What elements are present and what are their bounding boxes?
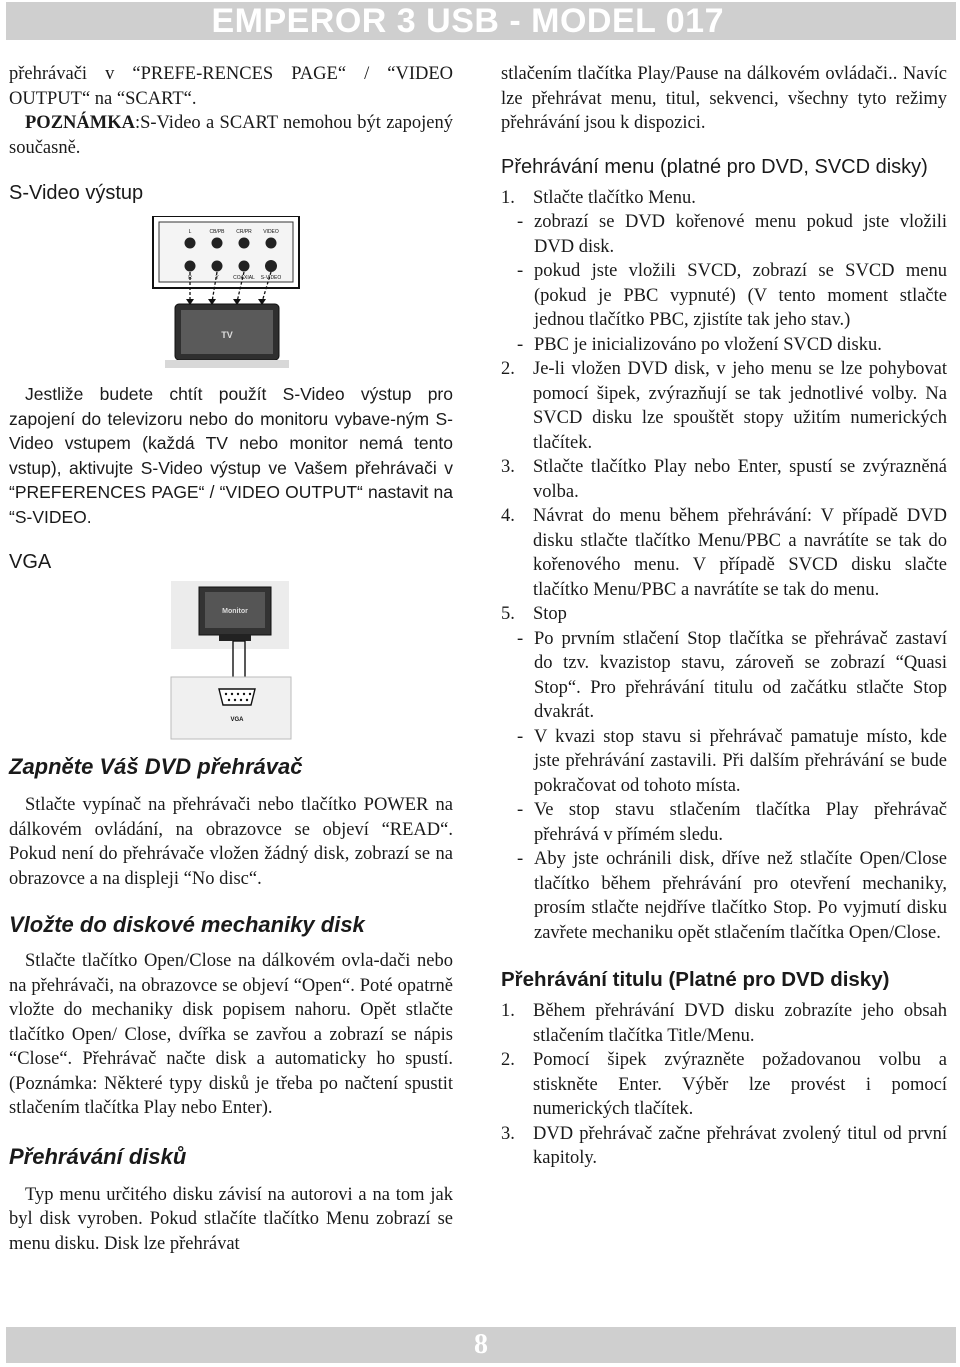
item-text: pokud jste vložili SVCD, zobrazí se SVCD menu (pokud je PBC vypnuté) (V tento moment stlačte jednou tlačítko PBC, zjistíte tak jeho stav.) [534,261,947,330]
page-number: 8 [474,1329,488,1360]
list-item [501,1122,947,1171]
item-dash: - [517,849,524,869]
item-text: Je-li vložen DVD disk, v jeho menu se lze pohybovat pomocí šipek, zvýrazňují se tak jednotlivé volby. Na SVCD disku lze spouštět stopy užitím numerických tlačítek. [533,359,947,453]
port-label: L [188,229,192,235]
list-subitem [501,333,947,358]
left-column [9,62,453,1256]
item-text: Po prvním stlačení Stop tlačítka se přehrávač zastaví do tzv. kvazistop stavu, zároveň se zobrazí “Quasi Stop“. Pro přehrávání titulu od začátku stlačte Stop dvakrát. [534,628,947,722]
item-dash: - [517,726,524,747]
list-item [501,1048,947,1122]
note-text: :S-Video a SCART nemohou být zapojený současně. [9,113,453,158]
list-subitem [501,259,947,333]
title-playback-list [501,999,947,1171]
list-subitem [501,847,947,945]
title-playback-heading: Přehrávání titulu (Platné pro DVD disky) [501,968,890,991]
continued-paragraph: stlačením tlačítka Play/Pause na dálkovém ovládači.. Navíc lze přehrávat menu, titul, sekvenci, všechny tyto režimy přehrávání jsou k dispozici. [501,64,947,133]
list-item [501,999,947,1048]
vga-port [219,689,255,705]
item-dash: - [517,261,524,281]
header-title: EMPEROR 3 USB - MODEL 017 [211,2,724,40]
play-discs-paragraph: Typ menu určitého disku závisí na autorovi a na tom jak byl disk vyroben. Pokud stlačíte tlačítko Menu zobrazí se menu disku. Disk lze přehrávat [9,1184,453,1254]
tv-label: TV [221,330,233,340]
item-text: zobrazí se DVD kořenové menu pokud jste vložili DVD disk. [534,212,947,257]
list-item [501,504,947,602]
item-text: DVD přehrávač začne přehrávat zvolený titul od první kapitoly. [533,1123,947,1168]
item-text: Stlačte tlačítko Menu. [533,187,696,208]
insert-disc-heading: Vložte do diskové mechaniky disk [9,912,365,937]
item-number: 4. [501,506,515,526]
list-item [501,602,947,627]
item-number: 1. [501,187,515,208]
note-label: POZNÁMKA [25,113,135,133]
item-number: 3. [501,1123,515,1144]
port-label: S-VIDEO [260,275,282,281]
svideo-heading: S-Video výstup [9,182,144,204]
item-dash: - [517,334,524,355]
item-dash: - [517,628,524,649]
monitor-label: Monitor [222,608,248,615]
note-paragraph [9,111,453,160]
item-text: Během přehrávání DVD disku zobrazíte jeho obsah stlačením tlačítka Title/Menu. [533,1001,947,1046]
item-text: Aby jste ochránili disk, dříve než stlačíte Open/Close tlačítko během přehrávání pro otevření mechaniky, prosím stlačte nejdříve tlačítko Stop. Po vyjmutí disku zavřete mechaniku opět stlačením tlačítka Open/Close. [534,849,947,943]
player-back-panel [171,677,291,739]
port-label: VIDEO [263,229,279,235]
page-footer [6,1327,956,1363]
svideo-paragraph: Jestliže budete chtít použít S-Video výstup pro zapojení do televizoru nebo do monitoru vybave-ným S-Video vstupem (každá TV nebo monitor nemá tento vstup), aktivujte S-Video výstup ve Vašem přehrávači v “PREFERENCES PAGE“ / “VIDEO OUTPUT“ nastavit na “S-VIDEO. [9,384,453,527]
item-number: 3. [501,457,515,477]
item-number: 2. [501,1050,515,1070]
item-text: Stop [533,604,567,624]
list-subitem [501,798,947,847]
menu-playback-list [501,186,947,946]
item-dash: - [517,800,524,820]
power-heading: Zapněte Váš DVD přehrávač [9,754,303,779]
list-item [501,357,947,455]
item-text: Stlačte tlačítko Play nebo Enter, spustí se zvýrazněná volba. [533,457,947,502]
power-paragraph: Stlačte vypínač na přehrávači nebo tlačítko POWER na dálkovém ovládání, na obrazovce se objeví “READ“. Pokud není do přehrávače vložen žádný disk, zobrazí se na obrazovce a na displeji “No disc“. [9,795,453,889]
page-header [6,2,956,40]
list-item [501,455,947,504]
list-item [501,186,947,211]
menu-playback-heading: Přehrávání menu (platné pro DVD, SVCD disky) [501,155,928,178]
port-label: CR/PR [236,229,252,235]
item-number: 1. [501,1001,515,1021]
item-number: 2. [501,359,515,379]
list-subitem [501,627,947,725]
svideo-connection-figure [9,216,453,376]
item-text: Ve stop stavu stlačením tlačítka Play přehrávač přehrává v přímém sledu. [534,800,947,845]
insert-disc-paragraph: Stlačte tlačítko Open/Close na dálkovém ovla-dači nebo na přehrávači, na obrazovce se objeví “Open“. Poté opatrně vložte do mechaniky disk popisem nahoru. Opět stlačte tlačítko Open/ Close, dvířka se zavřou a zobrazí se nápis “Close“. Přehrávač načte disk a automaticky ho spustí. (Poznámka: Některé typy disků je třeba po načtení spustit stlačením tlačítka Play nebo Enter). [9,951,453,1118]
vga-heading: VGA [9,551,52,573]
right-column [501,62,947,1171]
port-label: Y [215,275,219,281]
item-text: Pomocí šipek zvýrazněte požadovanou volbu a stiskněte Enter. Výběr lze provést i pomocí numerických tlačítek. [533,1050,947,1119]
item-text: PBC je inicializováno po vložení SVCD disku. [534,334,882,355]
vga-connection-figure [9,581,453,741]
item-dash: - [517,212,524,232]
item-text: Návrat do menu během přehrávání: V případě DVD disku stlačte tlačítko Menu/PBC a navrátíte se tak do kořenového menu. V případě SVCD disku slačte tlačítko Menu/PBC a navrátíte se tak do menu. [533,506,947,600]
list-subitem [501,725,947,799]
port-label: COAXIAL [233,275,255,281]
intro-paragraph: přehrávači v “PREFE-RENCES PAGE“ / “VIDEO OUTPUT“ na “SCART“. [9,64,453,109]
port-label: CB/PB [209,229,225,235]
item-number: 5. [501,604,515,624]
list-subitem [501,210,947,259]
item-text: V kvazi stop stavu si přehrávač pamatuje místo, kde jste přehrávání zastavili. Při dalším přehrávání se bude pokračovat od tohoto místa. [534,726,947,796]
vga-port-label: VGA [230,717,244,723]
play-discs-heading: Přehrávání disků [9,1143,187,1169]
port-label: R [188,275,192,281]
